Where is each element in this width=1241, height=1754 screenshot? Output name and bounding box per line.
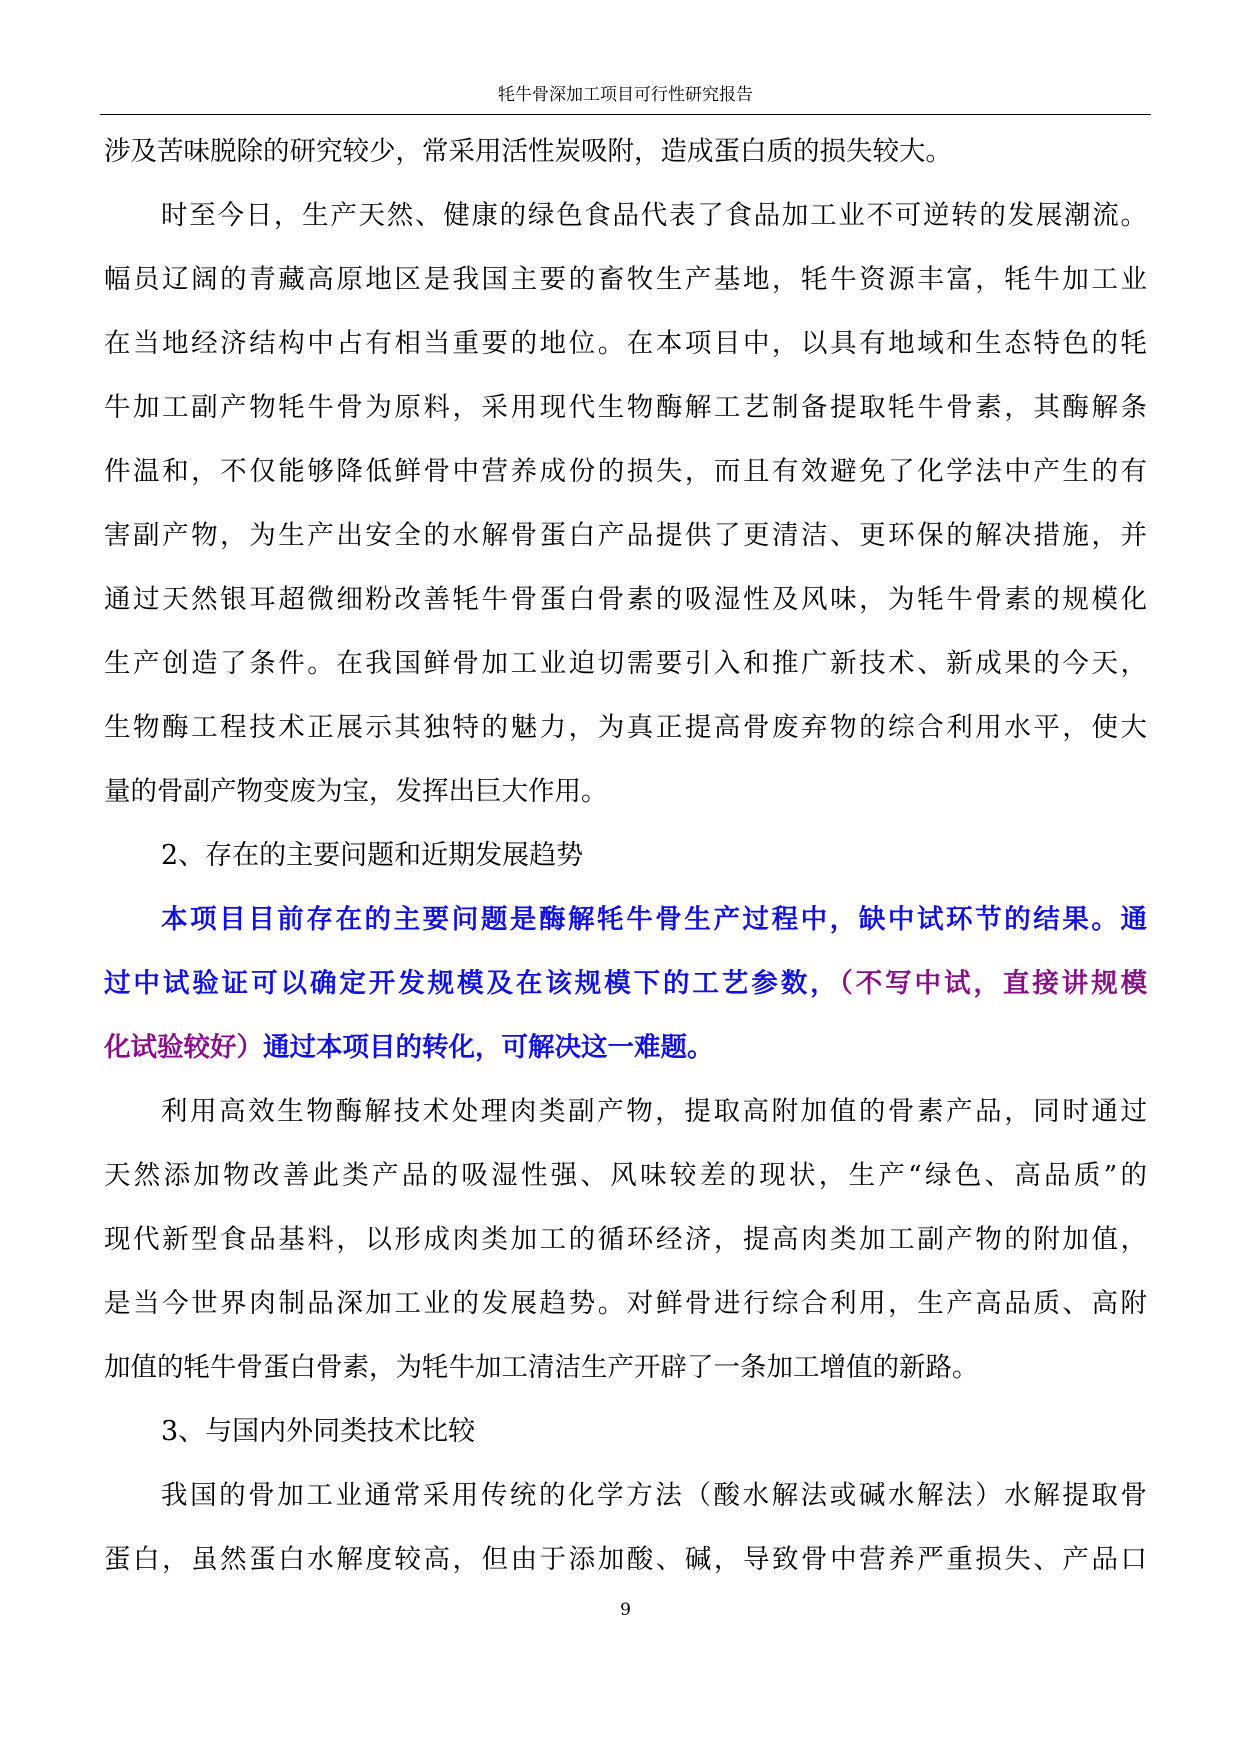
body-line: 通过天然银耳超微细粉改善牦牛骨蛋白骨素的吸湿性及风味，为牦牛骨素的规模化 [104, 584, 1147, 615]
body-line: 时至今日，生产天然、健康的绿色食品代表了食品加工业不可逆转的发展潮流。 [161, 200, 1147, 231]
body-line: 量的骨副产物变废为宝，发挥出巨大作用。 [104, 776, 608, 807]
body-line: 天然添加物改善此类产品的吸湿性强、风味较差的现状，生产“绿色、高品质”的 [104, 1160, 1147, 1191]
body-line: 生物酶工程技术正展示其独特的魅力，为真正提高骨废弃物的综合利用水平，使大 [104, 712, 1147, 743]
comment-purple-text: （不写中试，直接讲规模 [839, 968, 1147, 999]
body-line: 蛋白，虽然蛋白水解度较高，但由于添加酸、碱，导致骨中营养严重损失、产品口 [104, 1544, 1147, 1575]
body-line: 我国的骨加工业通常采用传统的化学方法（酸水解法或碱水解法）水解提取骨 [161, 1480, 1147, 1511]
body-line: 幅员辽阔的青藏高原地区是我国主要的畜牧生产基地，牦牛资源丰富，牦牛加工业 [104, 264, 1147, 295]
body-line: 生产创造了条件。在我国鲜骨加工业迫切需要引入和推广新技术、新成果的今天， [104, 648, 1147, 679]
comment-purple-text: 化试验较好） [104, 1032, 263, 1063]
body-line: 利用高效生物酶解技术处理肉类副产物，提取高附加值的骨素产品，同时通过 [161, 1096, 1147, 1127]
body-line: 加值的牦牛骨蛋白骨素，为牦牛加工清洁生产开辟了一条加工增值的新路。 [104, 1352, 979, 1383]
section-heading: 2、存在的主要问题和近期发展趋势 [161, 840, 584, 871]
page-number: 9 [620, 1600, 631, 1620]
body-line: 件温和，不仅能够降低鲜骨中营养成份的损失，而且有效避免了化学法中产生的有 [104, 456, 1147, 487]
body-line: 牛加工副产物牦牛骨为原料，采用现代生物酶解工艺制备提取牦牛骨素，其酶解条 [104, 392, 1147, 423]
body-line: 是当今世界肉制品深加工业的发展趋势。对鲜骨进行综合利用，生产高品质、高附 [104, 1288, 1147, 1319]
header-divider [100, 114, 1151, 115]
highlight-line [104, 952, 1147, 1016]
body-line: 在当地经济结构中占有相当重要的地位。在本项目中，以具有地域和生态特色的牦 [104, 328, 1147, 359]
page-body [104, 120, 1147, 1592]
highlight-line: 本项目目前存在的主要问题是酶解牦牛骨生产过程中，缺中试环节的结果。通 [161, 904, 1147, 935]
highlight-blue-text: 通过本项目的转化，可解决这一难题。 [263, 1032, 714, 1063]
highlight-blue-text: 过中试验证可以确定开发规模及在该规模下的工艺参数， [104, 968, 840, 999]
body-line: 现代新型食品基料，以形成肉类加工的循环经济，提高肉类加工副产物的附加值， [104, 1224, 1147, 1255]
highlight-line [104, 1016, 1147, 1080]
running-header: 牦牛骨深加工项目可行性研究报告 [498, 85, 753, 105]
section-heading: 3、与国内外同类技术比较 [161, 1416, 476, 1447]
body-line: 涉及苦味脱除的研究较少，常采用活性炭吸附，造成蛋白质的损失较大。 [104, 136, 952, 167]
body-line: 害副产物，为生产出安全的水解骨蛋白产品提供了更清洁、更环保的解决措施，并 [104, 520, 1147, 551]
